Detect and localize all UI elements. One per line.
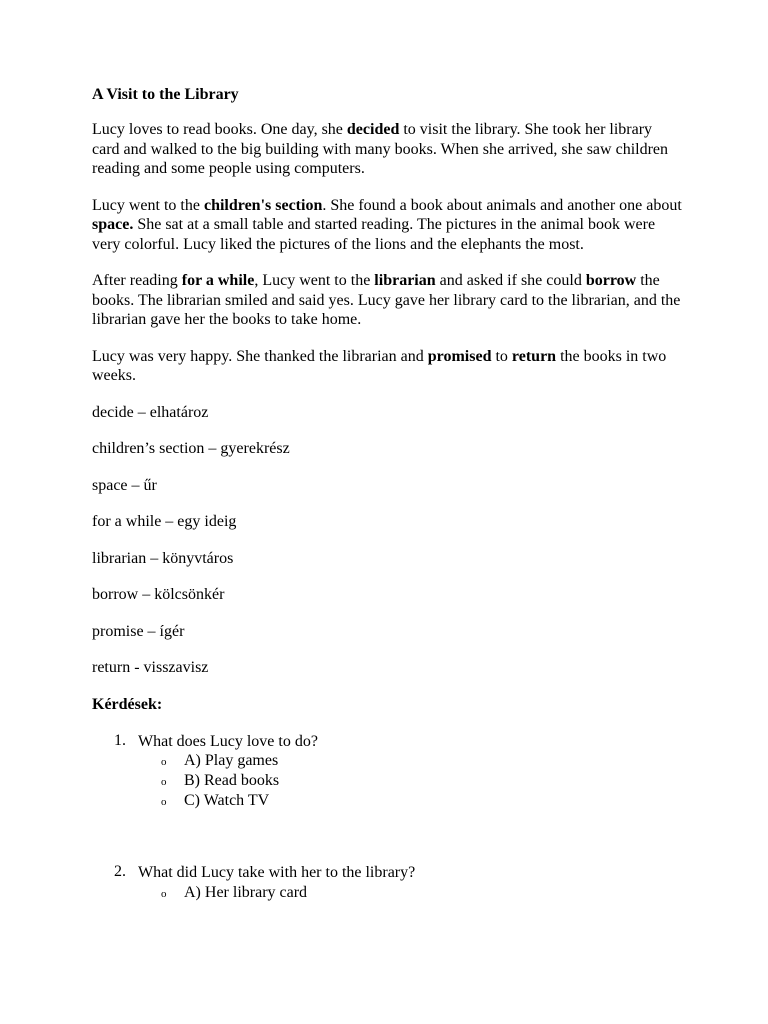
answer-option-text: A) Her library card bbox=[184, 883, 308, 901]
story-body bbox=[92, 120, 682, 386]
circle-bullet-icon: o bbox=[161, 776, 167, 788]
vocabulary-item: children’s section – gyerekrész bbox=[92, 440, 290, 457]
answer-option bbox=[92, 751, 682, 771]
vocabulary-item: librarian – könyvtáros bbox=[92, 549, 234, 567]
circle-bullet-icon: o bbox=[161, 756, 167, 768]
bold-keyword: return bbox=[511, 347, 557, 365]
answer-option-text: B) Read books bbox=[184, 772, 280, 789]
vocabulary-item: promise – ígér bbox=[92, 622, 185, 640]
paragraph bbox=[92, 271, 682, 330]
circle-bullet-icon: o bbox=[161, 796, 167, 808]
answer-option bbox=[92, 771, 682, 791]
paragraph bbox=[92, 196, 682, 255]
answer-options bbox=[138, 751, 682, 811]
vocabulary-item: for a while – egy ideig bbox=[92, 513, 237, 530]
question-text: What did Lucy take with her to the library? bbox=[138, 864, 416, 881]
question-number: 1. bbox=[114, 731, 126, 749]
paragraph-text: the books in two weeks. bbox=[92, 347, 667, 384]
bold-keyword: decided bbox=[346, 121, 400, 138]
bold-keyword: for a while bbox=[181, 272, 255, 289]
document-page bbox=[92, 85, 682, 903]
paragraph-text: the books. The librarian smiled and said yes. Lucy gave her library card to the librarian, and the librarian gave her the books to take home. bbox=[92, 272, 681, 328]
paragraph-text: Lucy went to the bbox=[92, 196, 204, 214]
answer-option bbox=[92, 791, 682, 811]
paragraph-text: After reading bbox=[92, 272, 182, 289]
paragraph-text: to visit the library. She took her library card and walked to the big building with many books. When she arrived, she saw children reading and some people using computers. bbox=[92, 121, 669, 177]
answer-option-text: A) Play games bbox=[184, 752, 279, 769]
question-number: 2. bbox=[114, 863, 126, 880]
questions-list bbox=[92, 732, 682, 903]
vocabulary-item: space – űr bbox=[92, 476, 157, 494]
paragraph-text: She sat at a small table and started reading. The pictures in the animal book were very colorful. Lucy liked the pictures of the lions and the elephants the most. bbox=[92, 216, 656, 253]
answer-options bbox=[138, 883, 682, 903]
question-item bbox=[92, 732, 682, 812]
paragraph-text: . She found a book about animals and another one about bbox=[322, 196, 682, 214]
paragraph bbox=[92, 347, 682, 386]
vocabulary-list bbox=[92, 403, 682, 678]
paragraph-text: Lucy was very happy. She thanked the librarian and bbox=[92, 347, 428, 365]
paragraph bbox=[92, 120, 682, 179]
answer-option-text: C) Watch TV bbox=[184, 792, 270, 809]
vocabulary-item: borrow – kölcsönkér bbox=[92, 586, 225, 603]
question-text: What does Lucy love to do? bbox=[138, 732, 318, 750]
paragraph-text: to bbox=[491, 347, 512, 365]
document-title: A Visit to the Library bbox=[92, 86, 239, 103]
bold-keyword: children's section bbox=[203, 196, 323, 214]
bold-keyword: space. bbox=[92, 216, 134, 233]
paragraph-text: and asked if she could bbox=[435, 272, 586, 289]
question-item bbox=[92, 863, 682, 903]
circle-bullet-icon: o bbox=[161, 887, 167, 900]
bold-keyword: promised bbox=[427, 347, 492, 365]
bold-keyword: librarian bbox=[374, 272, 436, 289]
paragraph-text: Lucy loves to read books. One day, she bbox=[92, 121, 347, 138]
vocabulary-item: return - visszavisz bbox=[92, 659, 209, 676]
vocabulary-item: decide – elhatároz bbox=[92, 403, 209, 421]
bold-keyword: borrow bbox=[585, 272, 637, 289]
answer-option bbox=[92, 883, 682, 903]
questions-heading: Kérdések: bbox=[92, 695, 163, 713]
paragraph-text: , Lucy went to the bbox=[254, 272, 375, 289]
